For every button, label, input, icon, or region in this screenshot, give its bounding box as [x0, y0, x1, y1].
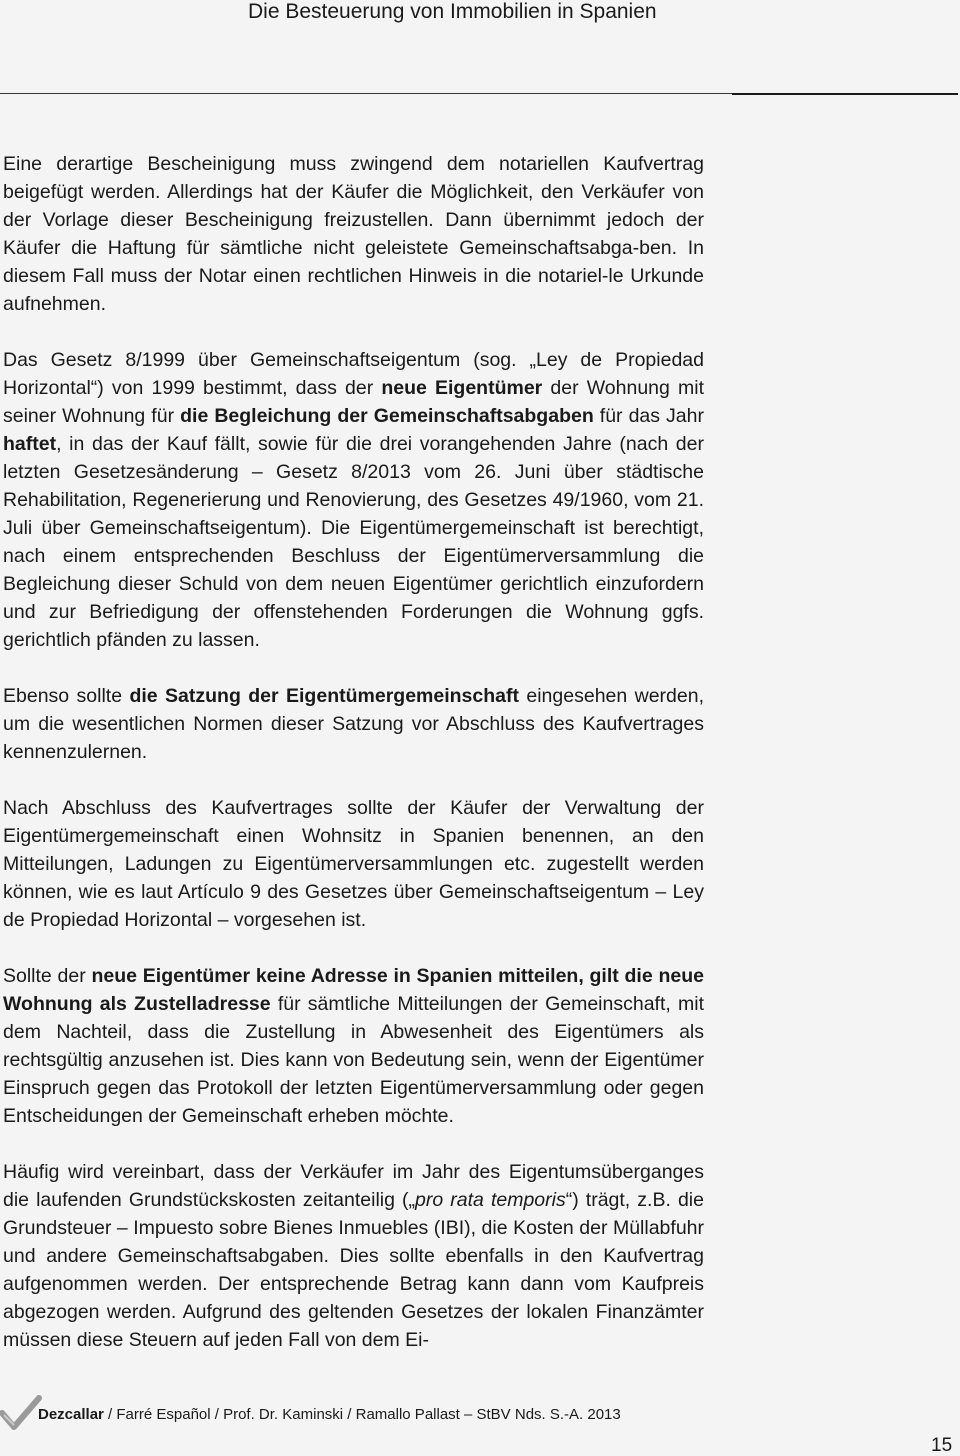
paragraph-4 — [3, 794, 704, 934]
bold-text: neue Eigentümer — [381, 377, 543, 399]
footer-firm-name: Dezcallar — [38, 1406, 104, 1423]
text-run: “) trägt, z.B. die Grundsteuer – Impuesto sobre Bienes Inmuebles (IBI), die Kosten der Müllabfuhr und andere Gemeinschaftsabgaben. Dies sollte ebenfalls in den Kaufvertrag aufgenommen werden. Der entsprechende Betrag kann dann vom Kaufpreis abgezogen werden. Aufgrund des geltenden Gesetzes der lokalen Finanzämter müssen diese Steuern auf jeden Fall von dem Ei- — [3, 1189, 704, 1351]
paragraph-6 — [3, 1158, 704, 1354]
footer-authors: / Farré Español / Prof. Dr. Kaminski / Ramallo Pallast – StBV Nds. S.-A. 2013 — [103, 1406, 621, 1423]
text-run: für sämtliche Mitteilungen der Gemeinschaft, mit dem Nachteil, dass die Zustellung in Abwesenheit des Eigentümers als rechtsgültig anzusehen ist. Dies kann von Bedeutung sein, wenn der Eigentümer Einspruch gegen das Protokoll der letzten Eigentümerversammlung oder gegen Entscheidungen der Gemeinschaft erheben möchte. — [3, 993, 705, 1127]
text-run: der Wohnung mit seiner Wohnung für — [3, 377, 705, 427]
text-run: Häufig wird vereinbart, dass der Verkäufer im Jahr des Eigentumsüberganges die laufenden Grundstückskosten zeitanteilig („ — [3, 1161, 704, 1211]
bold-text: neue Eigentümer keine Adresse in Spanien mitteilen, gilt die neue Wohnung als Zustelladresse — [3, 965, 704, 1015]
bold-text: haftet — [3, 433, 57, 455]
italic-text: pro rata temporis — [415, 1189, 566, 1211]
text-run: für das Jahr — [593, 405, 704, 427]
bold-text: die Satzung der Eigentümergemeinschaft — [129, 685, 519, 707]
page-header-title: Die Besteuerung von Immobilien in Spanien — [248, 0, 657, 23]
paragraph-2 — [3, 346, 704, 654]
paragraph-3 — [3, 682, 704, 766]
text-run: , in das der Kauf fällt, sowie für die drei vorangehenden Jahre (nach der letzten Gesetzesänderung – Gesetz 8/2013 vom 26. Juni über städtische Rehabilitation, Regenerierung und Renovierung, des Gesetzes 49/1960, vom 21. Juli über Gemeinschaftseigentum). Die Eigentümergemeinschaft ist berechtigt, nach einem entsprechenden Beschluss der Eigentümerversammlung die Begleichung dieser Schuld von dem neuen Eigentümer gerichtlich einzufordern und zur Befriedigung der offenstehenden Forderungen die Wohnung ggfs. gerichtlich pfänden zu lassen. — [3, 433, 704, 651]
checkmark-logo-icon — [0, 1394, 42, 1434]
text-run: Sollte der — [3, 965, 92, 987]
header-divider-accent — [732, 93, 958, 95]
text-run: Das Gesetz 8/1999 über Gemeinschaftseigentum (sog. „Ley de Propiedad Horizontal“) von 1999 bestimmt, dass der — [3, 349, 704, 399]
page-footer — [38, 1406, 621, 1424]
text-run: eingesehen werden, um die wesentlichen Normen dieser Satzung vor Abschluss des Kaufvertrages kennenzulernen. — [3, 685, 704, 763]
bold-text: die Begleichung der Gemeinschaftsabgaben — [180, 405, 594, 427]
page-number: 15 — [931, 1435, 953, 1456]
text-run: Ebenso sollte — [3, 685, 130, 707]
header-divider — [0, 93, 732, 94]
paragraph-1 — [3, 150, 704, 318]
paragraph-5 — [3, 962, 704, 1130]
text-run: Nach Abschluss des Kaufvertrages sollte der Käufer der Verwaltung der Eigentümergemeinschaft einen Wohnsitz in Spanien benennen, an den Mitteilungen, Ladungen zu Eigentümerversammlungen etc. zugestellt werden können, wie es laut Artículo 9 des Gesetzes über Gemeinschaftseigentum – Ley de Propiedad Horizontal – vorgesehen ist. — [3, 797, 704, 931]
document-body — [3, 150, 704, 1354]
text-run: Eine derartige Bescheinigung muss zwingend dem notariellen Kaufvertrag beigefügt werden. Allerdings hat der Käufer die Möglichkeit, den Verkäufer von der Vorlage dieser Bescheinigung freizustellen. Dann übernimmt jedoch der Käufer die Haftung für sämtliche nicht geleistete Gemeinschaftsabga-ben. In diesem Fall muss der Notar einen rechtlichen Hinweis in die notariel-le Urkunde aufnehmen. — [3, 153, 704, 315]
